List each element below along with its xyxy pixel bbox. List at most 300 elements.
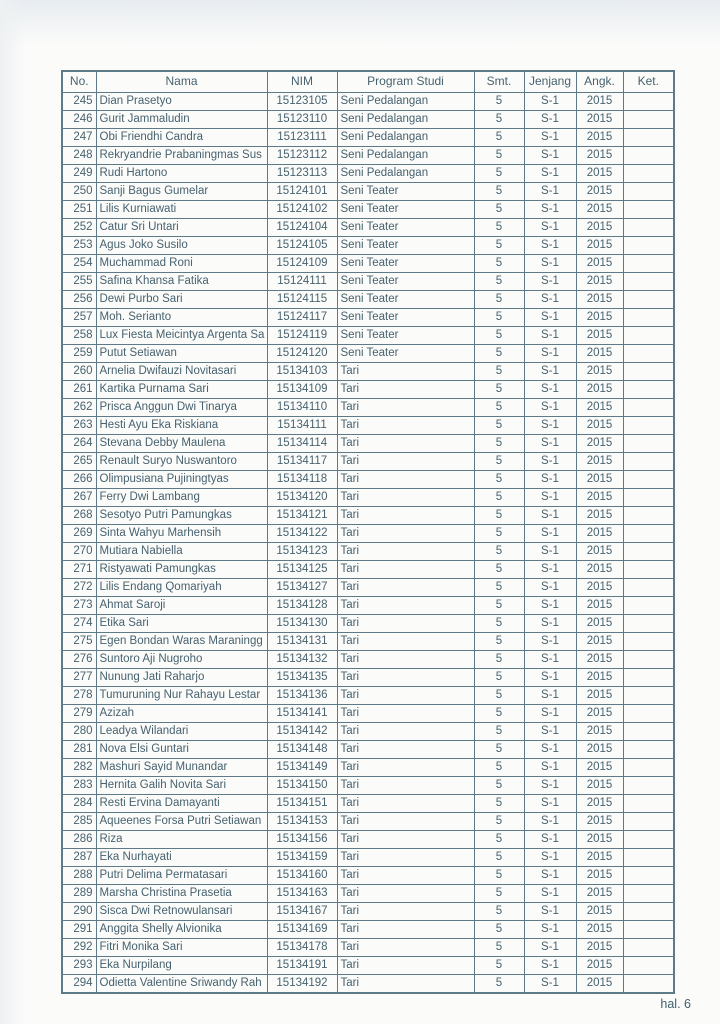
cell-jenjang: S-1 (524, 272, 576, 290)
cell-nama: Riza (96, 830, 267, 848)
cell-angk: 2015 (576, 488, 623, 506)
cell-nama: Renault Suryo Nuswantoro (96, 452, 267, 470)
cell-nim: 15134141 (267, 704, 337, 722)
cell-program-studi: Tari (337, 920, 474, 938)
cell-program-studi: Tari (337, 830, 474, 848)
cell-program-studi: Seni Teater (337, 272, 474, 290)
table-row (62, 254, 674, 272)
cell-nim: 15124117 (267, 308, 337, 326)
cell-ket (623, 164, 674, 182)
cell-nama: Suntoro Aji Nugroho (96, 650, 267, 668)
table-row (62, 866, 674, 884)
cell-no: 251 (62, 200, 96, 218)
cell-smt: 5 (474, 488, 524, 506)
cell-smt: 5 (474, 830, 524, 848)
cell-angk: 2015 (576, 542, 623, 560)
cell-ket (623, 362, 674, 380)
cell-angk: 2015 (576, 830, 623, 848)
table-row (62, 956, 674, 974)
cell-nama: Safina Khansa Fatika (96, 272, 267, 290)
cell-ket (623, 524, 674, 542)
table-row (62, 848, 674, 866)
table-body (62, 92, 674, 993)
cell-no: 257 (62, 308, 96, 326)
cell-program-studi: Tari (337, 668, 474, 686)
cell-ket (623, 650, 674, 668)
cell-no: 272 (62, 578, 96, 596)
cell-jenjang: S-1 (524, 326, 576, 344)
cell-jenjang: S-1 (524, 722, 576, 740)
cell-angk: 2015 (576, 362, 623, 380)
cell-angk: 2015 (576, 596, 623, 614)
cell-ket (623, 326, 674, 344)
cell-no: 266 (62, 470, 96, 488)
cell-nama: Etika Sari (96, 614, 267, 632)
cell-nim: 15124104 (267, 218, 337, 236)
cell-program-studi: Seni Pedalangan (337, 128, 474, 146)
cell-nama: Hernita Galih Novita Sari (96, 776, 267, 794)
cell-nim: 15124105 (267, 236, 337, 254)
cell-smt: 5 (474, 794, 524, 812)
cell-angk: 2015 (576, 974, 623, 993)
cell-nama: Hesti Ayu Eka Riskiana (96, 416, 267, 434)
cell-ket (623, 452, 674, 470)
cell-nim: 15134109 (267, 380, 337, 398)
cell-nama: Azizah (96, 704, 267, 722)
cell-angk: 2015 (576, 722, 623, 740)
cell-program-studi: Tari (337, 524, 474, 542)
table-row (62, 524, 674, 542)
cell-nim: 15134151 (267, 794, 337, 812)
cell-nim: 15134153 (267, 812, 337, 830)
cell-nama: Leadya Wilandari (96, 722, 267, 740)
table-row (62, 704, 674, 722)
cell-nim: 15134120 (267, 488, 337, 506)
cell-smt: 5 (474, 362, 524, 380)
cell-ket (623, 596, 674, 614)
cell-jenjang: S-1 (524, 830, 576, 848)
cell-smt: 5 (474, 650, 524, 668)
cell-program-studi: Tari (337, 596, 474, 614)
cell-nama: Nunung Jati Raharjo (96, 668, 267, 686)
table-row (62, 128, 674, 146)
cell-angk: 2015 (576, 380, 623, 398)
cell-program-studi: Tari (337, 902, 474, 920)
cell-smt: 5 (474, 200, 524, 218)
cell-no: 286 (62, 830, 96, 848)
cell-nama: Nova Elsi Guntari (96, 740, 267, 758)
table-row (62, 596, 674, 614)
cell-ket (623, 776, 674, 794)
cell-smt: 5 (474, 236, 524, 254)
cell-program-studi: Seni Teater (337, 236, 474, 254)
cell-nama: Gurit Jammaludin (96, 110, 267, 128)
cell-no: 255 (62, 272, 96, 290)
cell-angk: 2015 (576, 614, 623, 632)
cell-nama: Lilis Kurniawati (96, 200, 267, 218)
cell-angk: 2015 (576, 254, 623, 272)
cell-smt: 5 (474, 848, 524, 866)
table-row (62, 938, 674, 956)
cell-nim: 15124109 (267, 254, 337, 272)
cell-ket (623, 794, 674, 812)
table-row (62, 650, 674, 668)
cell-program-studi: Tari (337, 794, 474, 812)
cell-program-studi: Seni Teater (337, 254, 474, 272)
cell-smt: 5 (474, 398, 524, 416)
table-row (62, 380, 674, 398)
cell-program-studi: Seni Pedalangan (337, 146, 474, 164)
cell-program-studi: Tari (337, 614, 474, 632)
cell-no: 276 (62, 650, 96, 668)
table-row (62, 758, 674, 776)
cell-program-studi: Tari (337, 452, 474, 470)
cell-jenjang: S-1 (524, 290, 576, 308)
cell-program-studi: Tari (337, 848, 474, 866)
cell-ket (623, 470, 674, 488)
cell-ket (623, 632, 674, 650)
cell-program-studi: Tari (337, 776, 474, 794)
cell-nama: Sinta Wahyu Marhensih (96, 524, 267, 542)
table-row (62, 740, 674, 758)
cell-ket (623, 128, 674, 146)
cell-jenjang: S-1 (524, 524, 576, 542)
cell-nim: 15123105 (267, 92, 337, 110)
cell-no: 250 (62, 182, 96, 200)
cell-program-studi: Tari (337, 398, 474, 416)
cell-ket (623, 344, 674, 362)
cell-nim: 15123110 (267, 110, 337, 128)
cell-smt: 5 (474, 632, 524, 650)
cell-nama: Egen Bondan Waras Maraningg (96, 632, 267, 650)
cell-smt: 5 (474, 452, 524, 470)
cell-nama: Eka Nurhayati (96, 848, 267, 866)
cell-angk: 2015 (576, 128, 623, 146)
cell-no: 290 (62, 902, 96, 920)
cell-angk: 2015 (576, 902, 623, 920)
cell-jenjang: S-1 (524, 542, 576, 560)
cell-nim: 15124101 (267, 182, 337, 200)
table-row (62, 830, 674, 848)
cell-program-studi: Tari (337, 722, 474, 740)
cell-ket (623, 758, 674, 776)
cell-no: 270 (62, 542, 96, 560)
table-row (62, 200, 674, 218)
cell-program-studi: Tari (337, 434, 474, 452)
cell-ket (623, 182, 674, 200)
cell-program-studi: Seni Teater (337, 182, 474, 200)
cell-nama: Lilis Endang Qomariyah (96, 578, 267, 596)
cell-program-studi: Tari (337, 812, 474, 830)
cell-no: 249 (62, 164, 96, 182)
cell-jenjang: S-1 (524, 596, 576, 614)
cell-angk: 2015 (576, 290, 623, 308)
cell-jenjang: S-1 (524, 614, 576, 632)
table-row (62, 326, 674, 344)
cell-nama: Agus Joko Susilo (96, 236, 267, 254)
cell-nama: Arnelia Dwifauzi Novitasari (96, 362, 267, 380)
cell-jenjang: S-1 (524, 92, 576, 110)
cell-smt: 5 (474, 740, 524, 758)
cell-nim: 15134117 (267, 452, 337, 470)
cell-nama: Stevana Debby Maulena (96, 434, 267, 452)
cell-nim: 15134132 (267, 650, 337, 668)
cell-nama: Kartika Purnama Sari (96, 380, 267, 398)
table-row (62, 434, 674, 452)
cell-ket (623, 488, 674, 506)
cell-ket (623, 218, 674, 236)
cell-angk: 2015 (576, 884, 623, 902)
cell-jenjang: S-1 (524, 560, 576, 578)
cell-no: 271 (62, 560, 96, 578)
cell-jenjang: S-1 (524, 632, 576, 650)
cell-program-studi: Seni Pedalangan (337, 110, 474, 128)
cell-nim: 15124111 (267, 272, 337, 290)
cell-nama: Sanji Bagus Gumelar (96, 182, 267, 200)
cell-nama: Anggita Shelly Alvionika (96, 920, 267, 938)
cell-angk: 2015 (576, 110, 623, 128)
cell-angk: 2015 (576, 470, 623, 488)
cell-ket (623, 722, 674, 740)
cell-program-studi: Seni Teater (337, 326, 474, 344)
cell-nim: 15134131 (267, 632, 337, 650)
cell-smt: 5 (474, 434, 524, 452)
cell-smt: 5 (474, 866, 524, 884)
cell-no: 248 (62, 146, 96, 164)
cell-smt: 5 (474, 812, 524, 830)
cell-ket (623, 956, 674, 974)
cell-angk: 2015 (576, 704, 623, 722)
cell-nama: Dian Prasetyo (96, 92, 267, 110)
cell-angk: 2015 (576, 686, 623, 704)
cell-nama: Aqueenes Forsa Putri Setiawan (96, 812, 267, 830)
cell-ket (623, 704, 674, 722)
cell-smt: 5 (474, 704, 524, 722)
cell-angk: 2015 (576, 848, 623, 866)
cell-ket (623, 866, 674, 884)
cell-nama: Ristyawati Pamungkas (96, 560, 267, 578)
cell-angk: 2015 (576, 920, 623, 938)
cell-smt: 5 (474, 560, 524, 578)
cell-nama: Sisca Dwi Retnowulansari (96, 902, 267, 920)
cell-smt: 5 (474, 182, 524, 200)
cell-smt: 5 (474, 380, 524, 398)
cell-nim: 15134114 (267, 434, 337, 452)
table-row (62, 578, 674, 596)
cell-nim: 15134123 (267, 542, 337, 560)
students-table (61, 70, 675, 994)
cell-smt: 5 (474, 110, 524, 128)
table-row (62, 344, 674, 362)
cell-smt: 5 (474, 308, 524, 326)
cell-angk: 2015 (576, 164, 623, 182)
cell-angk: 2015 (576, 560, 623, 578)
cell-nama: Rudi Hartono (96, 164, 267, 182)
cell-nama: Ferry Dwi Lambang (96, 488, 267, 506)
cell-angk: 2015 (576, 200, 623, 218)
cell-no: 285 (62, 812, 96, 830)
cell-ket (623, 398, 674, 416)
cell-nama: Olimpusiana Pujiningtyas (96, 470, 267, 488)
cell-nim: 15124102 (267, 200, 337, 218)
cell-smt: 5 (474, 470, 524, 488)
cell-smt: 5 (474, 938, 524, 956)
cell-smt: 5 (474, 326, 524, 344)
cell-no: 273 (62, 596, 96, 614)
cell-nim: 15134122 (267, 524, 337, 542)
cell-no: 260 (62, 362, 96, 380)
cell-ket (623, 830, 674, 848)
cell-nim: 15123113 (267, 164, 337, 182)
cell-smt: 5 (474, 758, 524, 776)
cell-nim: 15134110 (267, 398, 337, 416)
cell-angk: 2015 (576, 632, 623, 650)
cell-angk: 2015 (576, 344, 623, 362)
cell-no: 292 (62, 938, 96, 956)
cell-nim: 15134103 (267, 362, 337, 380)
cell-jenjang: S-1 (524, 218, 576, 236)
cell-program-studi: Tari (337, 578, 474, 596)
cell-nim: 15124115 (267, 290, 337, 308)
cell-nim: 15134136 (267, 686, 337, 704)
cell-angk: 2015 (576, 434, 623, 452)
table-row (62, 884, 674, 902)
cell-ket (623, 542, 674, 560)
cell-smt: 5 (474, 722, 524, 740)
cell-nama: Ahmat Saroji (96, 596, 267, 614)
cell-nama: Lux Fiesta Meicintya Argenta Sa (96, 326, 267, 344)
cell-nama: Dewi Purbo Sari (96, 290, 267, 308)
cell-jenjang: S-1 (524, 236, 576, 254)
cell-nim: 15134191 (267, 956, 337, 974)
cell-program-studi: Seni Teater (337, 308, 474, 326)
table-row (62, 416, 674, 434)
table-row (62, 164, 674, 182)
cell-jenjang: S-1 (524, 866, 576, 884)
cell-angk: 2015 (576, 236, 623, 254)
cell-jenjang: S-1 (524, 578, 576, 596)
cell-ket (623, 380, 674, 398)
cell-program-studi: Tari (337, 560, 474, 578)
cell-nim: 15124120 (267, 344, 337, 362)
column-header-nim: NIM (267, 71, 337, 92)
column-header-angk: Angk. (576, 71, 623, 92)
cell-smt: 5 (474, 254, 524, 272)
cell-no: 246 (62, 110, 96, 128)
cell-jenjang: S-1 (524, 848, 576, 866)
cell-ket (623, 920, 674, 938)
cell-ket (623, 560, 674, 578)
cell-program-studi: Seni Teater (337, 290, 474, 308)
cell-nim: 15134128 (267, 596, 337, 614)
cell-jenjang: S-1 (524, 164, 576, 182)
cell-program-studi: Tari (337, 686, 474, 704)
cell-nama: Putut Setiawan (96, 344, 267, 362)
cell-angk: 2015 (576, 182, 623, 200)
column-header-jenjang: Jenjang (524, 71, 576, 92)
cell-jenjang: S-1 (524, 938, 576, 956)
cell-nama: Rekryandrie Prabaningmas Sus (96, 146, 267, 164)
cell-ket (623, 146, 674, 164)
cell-jenjang: S-1 (524, 902, 576, 920)
cell-no: 254 (62, 254, 96, 272)
cell-jenjang: S-1 (524, 650, 576, 668)
cell-program-studi: Tari (337, 632, 474, 650)
table-row (62, 686, 674, 704)
cell-jenjang: S-1 (524, 254, 576, 272)
table-row (62, 776, 674, 794)
cell-nama: Odietta Valentine Sriwandy Rah (96, 974, 267, 993)
cell-smt: 5 (474, 506, 524, 524)
cell-program-studi: Seni Pedalangan (337, 92, 474, 110)
cell-smt: 5 (474, 686, 524, 704)
cell-smt: 5 (474, 578, 524, 596)
table-row (62, 470, 674, 488)
cell-nim: 15134160 (267, 866, 337, 884)
cell-nama: Obi Friendhi Candra (96, 128, 267, 146)
cell-jenjang: S-1 (524, 776, 576, 794)
cell-program-studi: Tari (337, 650, 474, 668)
cell-nama: Moh. Serianto (96, 308, 267, 326)
table-row (62, 452, 674, 470)
table-row (62, 488, 674, 506)
cell-angk: 2015 (576, 776, 623, 794)
cell-nim: 15134135 (267, 668, 337, 686)
cell-no: 261 (62, 380, 96, 398)
cell-angk: 2015 (576, 812, 623, 830)
cell-program-studi: Tari (337, 938, 474, 956)
cell-angk: 2015 (576, 956, 623, 974)
cell-ket (623, 110, 674, 128)
cell-smt: 5 (474, 416, 524, 434)
cell-nim: 15123111 (267, 128, 337, 146)
cell-no: 252 (62, 218, 96, 236)
cell-no: 288 (62, 866, 96, 884)
cell-angk: 2015 (576, 416, 623, 434)
cell-ket (623, 902, 674, 920)
header-row (62, 71, 674, 92)
table-row (62, 146, 674, 164)
cell-ket (623, 812, 674, 830)
cell-angk: 2015 (576, 506, 623, 524)
column-header-program-studi: Program Studi (337, 71, 474, 92)
cell-no: 263 (62, 416, 96, 434)
cell-program-studi: Seni Pedalangan (337, 164, 474, 182)
cell-jenjang: S-1 (524, 344, 576, 362)
table-row (62, 974, 674, 993)
cell-ket (623, 308, 674, 326)
cell-no: 277 (62, 668, 96, 686)
cell-angk: 2015 (576, 92, 623, 110)
cell-jenjang: S-1 (524, 506, 576, 524)
cell-ket (623, 884, 674, 902)
table-row (62, 812, 674, 830)
cell-no: 289 (62, 884, 96, 902)
column-header-no: No. (62, 71, 96, 92)
cell-program-studi: Tari (337, 470, 474, 488)
cell-nim: 15134192 (267, 974, 337, 993)
cell-nim: 15134111 (267, 416, 337, 434)
table-row (62, 398, 674, 416)
column-header-smt: Smt. (474, 71, 524, 92)
table-row (62, 92, 674, 110)
cell-nim: 15134163 (267, 884, 337, 902)
column-header-ket: Ket. (623, 71, 674, 92)
cell-angk: 2015 (576, 758, 623, 776)
cell-jenjang: S-1 (524, 668, 576, 686)
cell-no: 278 (62, 686, 96, 704)
table-row (62, 362, 674, 380)
